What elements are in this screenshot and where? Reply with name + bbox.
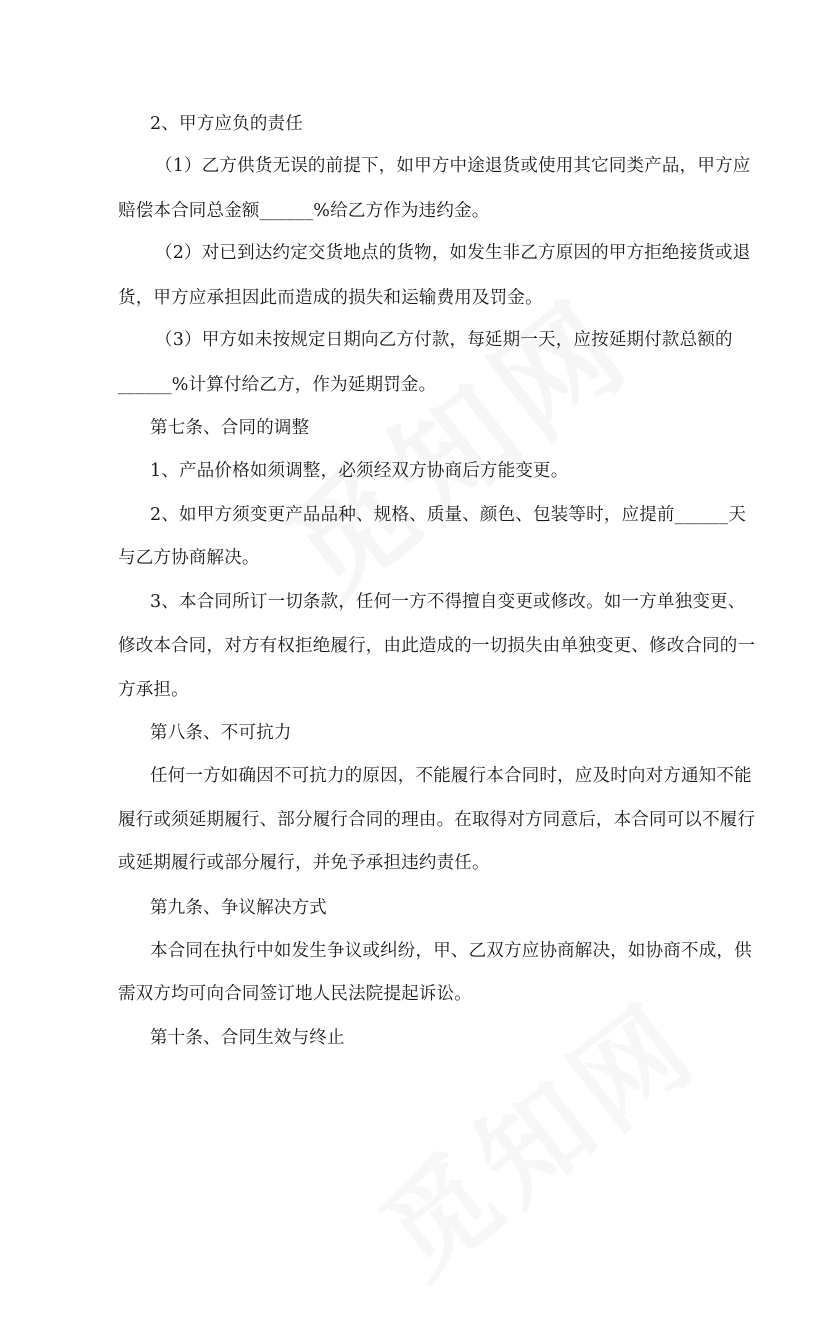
watermark xyxy=(202,203,718,698)
paragraph-line: （1）乙方供货无误的前提下，如甲方中途退货或使用其它同类产品，甲方应 xyxy=(155,156,751,176)
paragraph-line: 与乙方协商解决。 xyxy=(118,548,260,568)
paragraph-line: 2、如甲方须变更产品品种、规格、质量、颜色、包装等时，应提前______天 xyxy=(150,505,747,525)
paragraph-line: 本合同在执行中如发生争议或纠纷，甲、乙双方应协商解决，如协商不成，供 xyxy=(150,941,752,961)
paragraph-line: 方承担。 xyxy=(118,680,189,700)
paragraph-line: 赔偿本合同总金额______%给乙方作为违约金。 xyxy=(118,201,490,221)
paragraph-line: （3）甲方如未按规定日期向乙方付款，每延期一天，应按延期付款总额的 xyxy=(155,330,733,350)
article-heading: 第十条、合同生效与终止 xyxy=(150,1028,345,1048)
paragraph-line: 货，甲方应承担因此而造成的损失和运输费用及罚金。 xyxy=(118,288,543,308)
paragraph-line: 3、本合同所订一切条款，任何一方不得擅自变更或修改。如一方单独变更、 xyxy=(150,592,746,612)
paragraph-line: 履行或须延期履行、部分履行合同的理由。在取得对方同意后，本合同可以不履行 xyxy=(118,810,756,830)
article-heading: 第八条、不可抗力 xyxy=(150,723,292,743)
paragraph-line: （2）对已到达约定交货地点的货物，如发生非乙方原因的甲方拒绝接货或退 xyxy=(155,243,751,263)
paragraph-line: 任何一方如确因不可抗力的原因，不能履行本合同时，应及时向对方通知不能 xyxy=(150,766,752,786)
article-heading: 第九条、争议解决方式 xyxy=(150,898,327,918)
paragraph-line: 1、产品价格如须调整，必须经双方协商后方能变更。 xyxy=(150,461,569,481)
section-heading: 2、甲方应负的责任 xyxy=(150,114,303,134)
paragraph-line: 或延期履行或部分履行，并免予承担违约责任。 xyxy=(118,853,490,873)
paragraph-line: 需双方均可向合同签订地人民法院提起诉讼。 xyxy=(118,984,472,1004)
article-heading: 第七条、合同的调整 xyxy=(150,418,310,438)
paragraph-line: ______%计算付给乙方，作为延期罚金。 xyxy=(118,375,437,395)
paragraph-line: 修改本合同，对方有权拒绝履行，由此造成的一切损失由单独变更、修改合同的一 xyxy=(118,636,756,656)
